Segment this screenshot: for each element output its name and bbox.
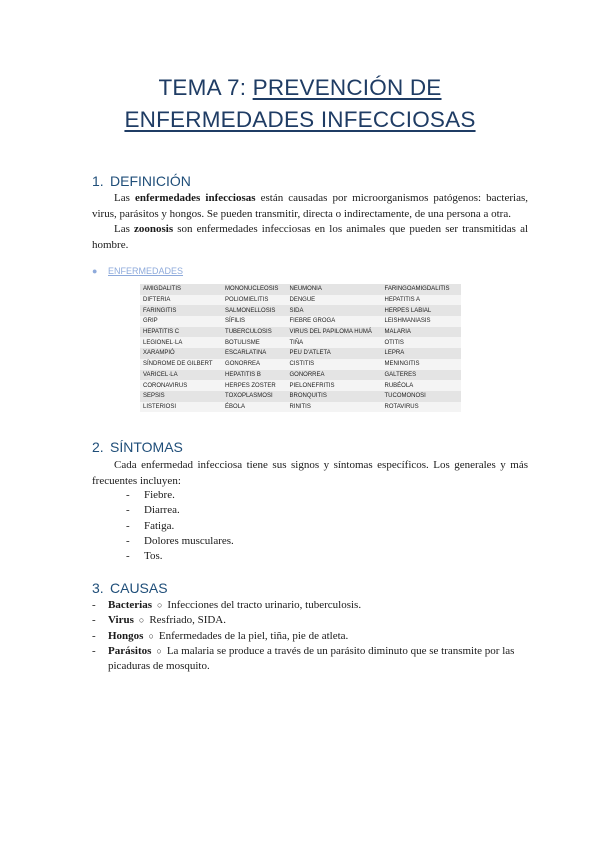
circle-bullet-icon: ○	[156, 600, 163, 610]
dash: -	[92, 644, 96, 657]
table-cell: POLIOMIELITIS	[222, 295, 286, 306]
circle-bullet-icon: ○	[138, 615, 145, 626]
table-cell: RUBÉOLA	[382, 380, 461, 391]
list-item	[126, 519, 234, 534]
dash: -	[92, 599, 96, 611]
title-underlined-1: PREVENCIÓN DE	[252, 75, 442, 100]
dash: -	[126, 534, 130, 547]
table-cell: SEPSIS	[140, 391, 222, 402]
table-cell: BOTULISME	[222, 337, 286, 348]
table-row	[140, 316, 461, 327]
table-cell: LISTERIOSI	[140, 402, 222, 413]
item-text: Dolores musculares.	[144, 534, 234, 547]
dash: -	[92, 629, 96, 642]
table-cell: TUCOMONOSI	[382, 391, 461, 402]
table-cell: TIÑA	[287, 337, 382, 348]
table-cell: GONORREA	[222, 359, 286, 370]
table-row	[140, 337, 461, 348]
table-cell: XARAMPIÓ	[140, 348, 222, 359]
item-text: Fiebre.	[144, 489, 175, 501]
cause-desc: Enfermedades de la piel, tiña, pie de atleta.	[158, 629, 349, 642]
cause-term: Virus	[108, 614, 134, 627]
table-cell: DIFTERIA	[140, 295, 222, 306]
table-cell: HEPATITIS A	[382, 295, 461, 306]
section-number: 1.	[92, 173, 104, 189]
causas-list	[92, 598, 532, 674]
table-cell: CORONAVIRUS	[140, 380, 222, 391]
text: son enfermedades infecciosas en los animales que pueden ser transmitidas al hombre.	[92, 223, 529, 251]
list-item	[126, 503, 234, 518]
table-cell: HERPES LABIAL	[382, 305, 461, 316]
table-cell: MENINGITIS	[382, 359, 461, 370]
table-cell: RINITIS	[287, 402, 382, 413]
list-item	[92, 629, 532, 644]
text: están causadas por microorganismos patógenos: bacterias, virus, parásitos y hongos. Se pueden transmitir, directa o indirectamente, de una persona a otra.	[92, 192, 529, 220]
page-title	[0, 72, 600, 136]
section-heading-sintomas	[92, 439, 183, 455]
table-cell: LEGIONEL·LA	[140, 337, 222, 348]
table-row	[140, 295, 461, 306]
table-cell: OTITIS	[382, 337, 461, 348]
table-cell: AMIGDALITIS	[140, 284, 222, 295]
table-row	[140, 348, 461, 359]
enfermedades-table	[140, 284, 461, 412]
section-title: CAUSAS	[110, 580, 168, 596]
circle-bullet-icon: ○	[156, 645, 162, 656]
cause-desc: La malaria se produce a través de un parásito diminuto que se transmite por las picaduras de mosquito.	[108, 644, 515, 673]
table-cell: TOXOPLASMOSI	[222, 391, 286, 402]
cause-term: Hongos	[108, 629, 144, 642]
table-row	[140, 305, 461, 316]
bold-term: zoonosis	[134, 223, 174, 235]
list-item	[92, 598, 532, 613]
text: Las	[114, 223, 134, 235]
dash: -	[92, 614, 96, 627]
table-cell: CISTITIS	[287, 359, 382, 370]
cause-term: Bacterias	[108, 599, 152, 611]
circle-bullet-icon: ○	[148, 630, 154, 641]
dash: -	[126, 504, 130, 517]
table-cell: VARICEL·LA	[140, 370, 222, 381]
list-item	[126, 488, 234, 503]
table-cell: HEPATITIS B	[222, 370, 286, 381]
table-cell: VIRUS DEL PAPILOMA HUMÁ	[287, 327, 382, 338]
list-item	[126, 534, 234, 549]
table-cell: DENGUE	[287, 295, 382, 306]
text: Las	[114, 192, 135, 204]
title-prefix: TEMA 7:	[158, 75, 253, 100]
title-line-1	[0, 72, 600, 104]
table-row	[140, 370, 461, 381]
table-row	[140, 402, 461, 413]
table-cell: FARINGOAMIGDALITIS	[382, 284, 461, 295]
section-heading-definicion	[92, 173, 191, 189]
table-cell: PIELONEFRITIS	[287, 380, 382, 391]
table-cell: HERPES ZOSTER	[222, 380, 286, 391]
table-cell: PEU D'ATLETA	[287, 348, 382, 359]
table-cell: FIEBRE GROGA	[287, 316, 382, 327]
enfermedades-bullet	[92, 266, 183, 276]
sintomas-intro: Cada enfermedad infecciosa tiene sus signos y síntomas específicos. Los generales y más frecuentes incluyen:	[92, 459, 528, 487]
title-underlined-2: ENFERMEDADES INFECCIOSAS	[124, 107, 476, 132]
item-text: Fatiga.	[144, 519, 175, 532]
definicion-paragraph-1	[92, 191, 528, 222]
item-text: Diarrea.	[144, 504, 180, 517]
item-text: Tos.	[144, 550, 163, 563]
table-cell: GRIP	[140, 316, 222, 327]
table-cell: MALARIA	[382, 327, 461, 338]
bullet-icon: ●	[92, 266, 98, 276]
dash: -	[126, 489, 130, 501]
table-cell: SÍNDROME DE GILBERT	[140, 359, 222, 370]
section-heading-causas	[92, 580, 168, 596]
table-row	[140, 359, 461, 370]
list-item	[92, 613, 532, 628]
table-cell: MONONUCLEOSIS	[222, 284, 286, 295]
cause-term: Parásitos	[108, 644, 152, 657]
cause-desc: Infecciones del tracto urinario, tuberculosis.	[167, 599, 362, 611]
table-cell: ÉBOLA	[222, 402, 286, 413]
table-cell: SALMONELLOSIS	[222, 305, 286, 316]
dash: -	[126, 519, 130, 532]
table-row	[140, 284, 461, 295]
dash: -	[126, 550, 130, 563]
table-cell: SÍFILIS	[222, 316, 286, 327]
table-cell: NEUMONIA	[287, 284, 382, 295]
table-cell: FARINGITIS	[140, 305, 222, 316]
table-row	[140, 380, 461, 391]
table-row	[140, 391, 461, 402]
table-cell: TUBERCULOSIS	[222, 327, 286, 338]
section-title: DEFINICIÓN	[110, 173, 191, 189]
table-cell: HEPATITIS C	[140, 327, 222, 338]
table-cell: GONORREA	[287, 370, 382, 381]
sintomas-list	[126, 488, 234, 564]
list-item	[126, 549, 234, 564]
section-title: SÍNTOMAS	[110, 439, 183, 455]
table-cell: ROTAVIRUS	[382, 402, 461, 413]
cause-desc: Resfriado, SIDA.	[149, 614, 226, 627]
table-row	[140, 327, 461, 338]
table-cell: ESCARLATINA	[222, 348, 286, 359]
table-cell: GALTERES	[382, 370, 461, 381]
table-cell: BRONQUITIS	[287, 391, 382, 402]
title-line-2	[0, 104, 600, 136]
section-number: 2.	[92, 439, 104, 455]
definicion-paragraph-2	[92, 222, 528, 253]
table-cell: LEPRA	[382, 348, 461, 359]
bold-term: enfermedades infecciosas	[134, 192, 256, 204]
table-cell: LEISHMANIASIS	[382, 316, 461, 327]
section-number: 3.	[92, 580, 104, 596]
table-cell: SIDA	[287, 305, 382, 316]
list-item	[92, 644, 532, 675]
enfermedades-link[interactable]: ENFERMEDADES	[108, 266, 184, 276]
